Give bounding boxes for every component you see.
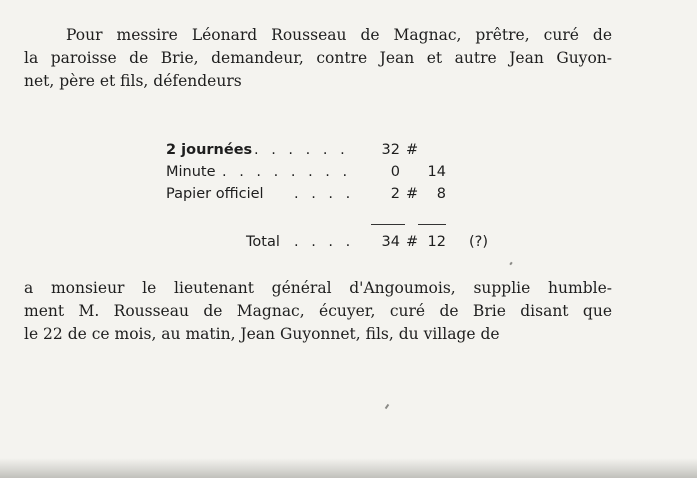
leader-dots: . . . . . . . . [222, 164, 352, 180]
livre-sign: # [406, 234, 419, 250]
uncertain-note: (?) [469, 234, 489, 250]
leader-dots: . . . . [294, 234, 355, 250]
sum-rule [418, 224, 446, 225]
livre-sign: # [406, 142, 419, 158]
fee-label: Minute [166, 164, 216, 180]
text-line: net, père et fils, défendeurs [24, 72, 242, 90]
total-sous: 12 [427, 234, 446, 250]
sous-value: 14 [427, 164, 446, 180]
scan-speck [385, 404, 390, 409]
scan-shadow-edge [0, 458, 697, 478]
paragraph-petition [24, 277, 612, 346]
total-label: Total [246, 234, 280, 250]
sous-value: 8 [436, 186, 446, 202]
livres-value: 0 [390, 164, 400, 180]
text-line: la paroisse de Brie, demandeur, contre Jean et autre Jean Guyon- [24, 49, 612, 67]
text-line: le 22 de ce mois, au matin, Jean Guyonnet, fils, du village de [24, 325, 500, 343]
livres-value: 2 [390, 186, 400, 202]
leader-dots: . . . . [294, 186, 355, 202]
paragraph-heading [24, 24, 612, 93]
text-line: a monsieur le lieutenant général d'Angoumois, supplie humble- [24, 279, 612, 297]
livre-sign: # [406, 186, 419, 202]
scan-speck [509, 262, 512, 266]
livres-value: 32 [381, 142, 400, 158]
fee-label: Papier officiel [166, 186, 264, 202]
total-livres: 34 [381, 234, 400, 250]
text-line: Pour messire Léonard Rousseau de Magnac, prêtre, curé de [66, 26, 612, 44]
fee-label: 2 journées [166, 142, 253, 158]
text-line: ment M. Rousseau de Magnac, écuyer, curé de Brie disant que [24, 302, 612, 320]
sum-rule [371, 224, 405, 225]
leader-dots: . . . . . . [254, 142, 349, 158]
